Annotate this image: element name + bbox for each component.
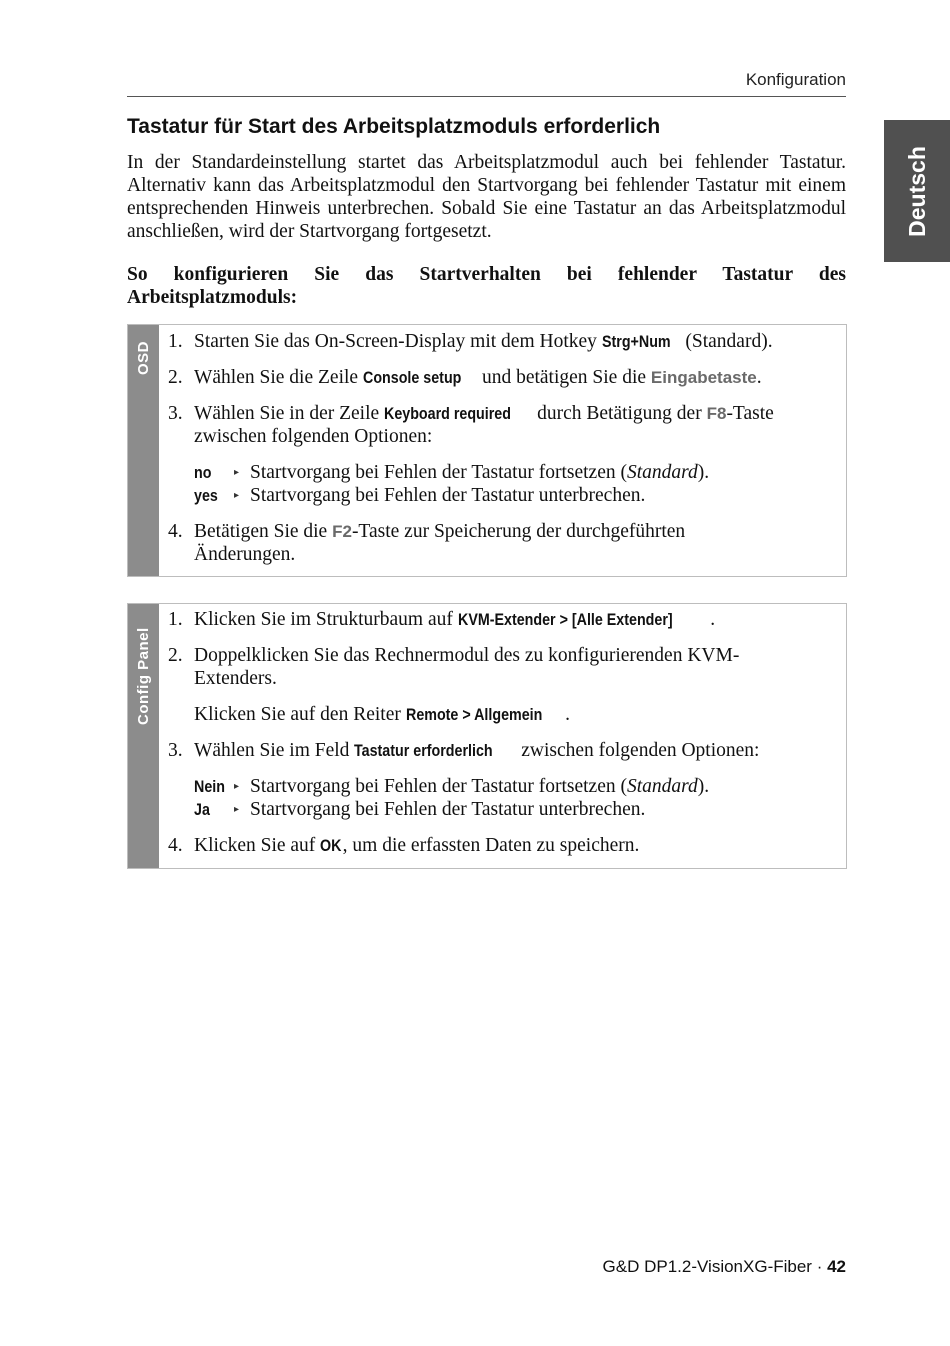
- option-row: [128, 775, 846, 798]
- step-text: -Taste zwischen folgenden Optionen:: [194, 403, 774, 447]
- option-description: Startvorgang bei Fehlen der Tastatur unterbrechen.: [250, 485, 646, 506]
- language-tab: [884, 120, 950, 262]
- option-row: [128, 798, 846, 821]
- step-number: 3.: [168, 740, 183, 761]
- hotkey-label: Strg+Num: [601, 332, 671, 351]
- osd-step-3: [128, 402, 846, 448]
- running-header: Konfiguration: [745, 70, 846, 89]
- arrow-right-icon: ▸: [234, 804, 240, 815]
- button-label: OK: [320, 836, 342, 855]
- step-text: .: [710, 609, 716, 630]
- option-description: Startvorgang bei Fehlen der Tastatur fortsetzen (Standard).: [250, 776, 710, 797]
- key-label: F2: [332, 522, 352, 541]
- step-number: 3.: [168, 403, 183, 424]
- step-text: zwischen folgenden Optionen:: [516, 740, 760, 761]
- step-number: 1.: [168, 331, 183, 352]
- header-divider: [127, 96, 846, 97]
- step-text: Klicken Sie im Strukturbaum auf: [194, 609, 458, 630]
- option-row: [128, 461, 846, 484]
- osd-options: [128, 461, 846, 507]
- tree-path-label: KVM-Extender > [Alle Extender]: [457, 610, 673, 629]
- step-text: Klicken Sie auf: [194, 835, 321, 856]
- config-panel-label: Config Panel: [134, 627, 152, 725]
- step-text: Betätigen Sie die: [194, 521, 333, 542]
- config-step-3: [128, 739, 846, 762]
- step-text: Starten Sie das On-Screen-Display mit dem Hotkey: [194, 331, 602, 352]
- key-label: Eingabetaste: [650, 368, 757, 387]
- field-label: Tastatur erforderlich: [354, 741, 493, 760]
- tab-path-label: Remote > Allgemein: [405, 705, 543, 724]
- step-number: 2.: [168, 367, 183, 388]
- config-step-2: [128, 644, 846, 726]
- osd-instructions-box: [127, 324, 847, 577]
- menu-item-label: Console setup: [362, 368, 462, 387]
- procedure-heading: So konfigurieren Sie das Startverhalten bei fehlender Tastatur des Arbeitsplatzmoduls:: [127, 264, 846, 308]
- config-step-4: [128, 834, 846, 857]
- page-number: 42: [827, 1257, 846, 1276]
- arrow-right-icon: ▸: [234, 490, 240, 501]
- arrow-right-icon: ▸: [234, 467, 240, 478]
- option-row: [128, 484, 846, 507]
- step-number: 4.: [168, 521, 183, 542]
- osd-step-2: [128, 366, 846, 389]
- step-number: 2.: [168, 645, 183, 666]
- step-text: Wählen Sie die Zeile: [194, 367, 363, 388]
- step-text: (Standard).: [680, 331, 773, 352]
- intro-paragraph: In der Standardeinstellung startet das Arbeitsplatzmodul auch bei fehlender Tastatur. Alternativ kann das Arbeitsplatzmodul den Startvorgang bei fehlender Tastatur mit einem entsprechenden Hinweis unterbrechen. Sobald Sie eine Tastatur an das Arbeitsplatzmodul anschließen, wird der Startvorgang fortgesetzt.: [127, 152, 846, 242]
- key-label: F8: [706, 404, 727, 423]
- step-text: -Taste zur Speicherung der durchgeführten Änderungen.: [194, 521, 686, 565]
- osd-step-4: [128, 520, 846, 566]
- osd-label: OSD: [134, 340, 152, 375]
- arrow-right-icon: ▸: [234, 781, 240, 792]
- option-key: yes: [194, 486, 218, 505]
- option-key: no: [194, 463, 212, 482]
- step-number: 4.: [168, 835, 183, 856]
- language-tab-label: Deutsch: [903, 145, 930, 237]
- option-key: Nein: [194, 777, 225, 796]
- step-text: und betätigen Sie die: [477, 367, 651, 388]
- option-description: Startvorgang bei Fehlen der Tastatur fortsetzen (Standard).: [250, 462, 710, 483]
- page-footer: [603, 1257, 846, 1277]
- osd-step-1: [128, 330, 846, 353]
- step-number: 1.: [168, 609, 183, 630]
- option-key: Ja: [194, 800, 210, 819]
- step-text: Doppelklicken Sie das Rechnermodul des zu konfigurierenden KVM-Extenders.: [194, 645, 740, 689]
- config-panel-instructions-box: [127, 603, 847, 869]
- step-text: Wählen Sie im Feld: [194, 740, 355, 761]
- section-title: Tastatur für Start des Arbeitsplatzmoduls erforderlich: [127, 115, 661, 138]
- step-text: .: [756, 367, 762, 388]
- config-options: [128, 775, 846, 821]
- step-text: Wählen Sie in der Zeile: [194, 403, 385, 424]
- step-text: , um die erfassten Daten zu speichern.: [342, 835, 640, 856]
- config-step-1: [128, 608, 846, 631]
- step-subtext: Klicken Sie auf den Reiter Remote > Allgemein .: [194, 704, 570, 725]
- option-description: Startvorgang bei Fehlen der Tastatur unterbrechen.: [250, 799, 646, 820]
- step-text: durch Betätigung der: [532, 403, 707, 424]
- menu-item-label: Keyboard required: [384, 404, 512, 423]
- product-name: G&D DP1.2-VisionXG-Fiber ·: [602, 1257, 828, 1276]
